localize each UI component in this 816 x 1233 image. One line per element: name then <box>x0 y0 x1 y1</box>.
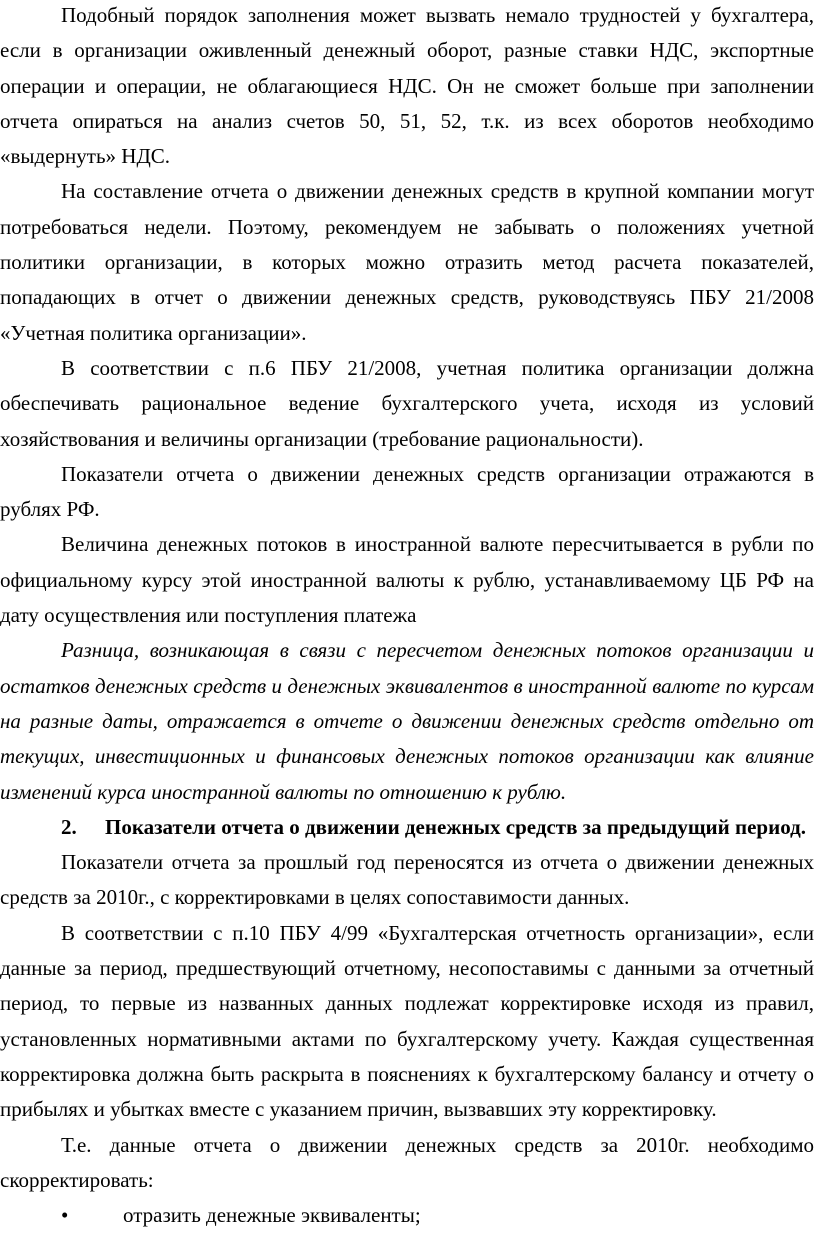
paragraph-5: Величина денежных потоков в иностранной валюте пересчитывается в рубли по официальному курсу этой иностранной валюты к рублю, устанавливаемому ЦБ РФ на дату осуществления или поступления платежа <box>0 532 814 628</box>
section-title: Показатели отчета о движении денежных средств за предыдущий период. <box>105 814 806 839</box>
paragraph-7: В соответствии с п.10 ПБУ 4/99 «Бухгалтерская отчетность организации», если данные за период, предшествующий отчетному, несопоставимы с данными за отчетный период, то первые из названных данных подлежат корректировке исходя из правил, установленных нормативными актами по бухгалтерскому учету. Каждая существенная корректировка должна быть раскрыта в пояснениях к бухгалтерскому балансу и отчету о прибылях и убытках вместе с указанием причин, вызвавших эту корректировку. <box>0 920 814 1122</box>
section-number: 2. <box>61 814 77 839</box>
list-item-text: отразить денежные эквиваленты; <box>123 1203 421 1228</box>
bullet-mark: • <box>61 1203 69 1228</box>
paragraph-2: На составление отчета о движении денежных средств в крупной компании могут потребоваться недели. Поэтому, рекомендуем не забывать о положениях учетной политики организации, в которых можно отразить метод расчета показателей, попадающих в отчет о движении денежных средств, руководствуясь ПБУ 21/2008 «Учетная политика организации». <box>0 179 814 345</box>
italic-paragraph: Разница, возникающая в связи с пересчетом денежных потоков организации и остатков денежных средств и денежных эквивалентов в иностранной валюте по курсам на разные даты, отражается в отчете о движении денежных средств отдельно от текущих, инвестиционных и финансовых денежных потоков организации как влияние изменений курса иностранной валюты по отношению к рублю. <box>0 638 814 804</box>
paragraph-8: Т.е. данные отчета о движении денежных средств за 2010г. необходимо скорректировать: <box>0 1132 814 1192</box>
paragraph-6: Показатели отчета за прошлый год переносятся из отчета о движении денежных средств за 2010г., с корректировками в целях сопоставимости данных. <box>0 850 814 910</box>
paragraph-4: Показатели отчета о движении денежных средств организации отражаются в рублях РФ. <box>0 461 814 522</box>
section-heading <box>0 810 814 845</box>
paragraph-3: В соответствии с п.6 ПБУ 21/2008, учетная политика организации должна обеспечивать рациональное ведение бухгалтерского учета, исходя из условий хозяйствования и величины организации (требование рациональности). <box>0 355 814 451</box>
paragraph-1: Подобный порядок заполнения может вызвать немало трудностей у бухгалтера, если в организации оживленный денежный оборот, разные ставки НДС, экспортные операции и операции, не облагающиеся НДС. Он не сможет больше при заполнении отчета опираться на анализ счетов 50, 51, 52, т.к. из всех оборотов необходимо «выдернуть» НДС. <box>0 3 814 169</box>
